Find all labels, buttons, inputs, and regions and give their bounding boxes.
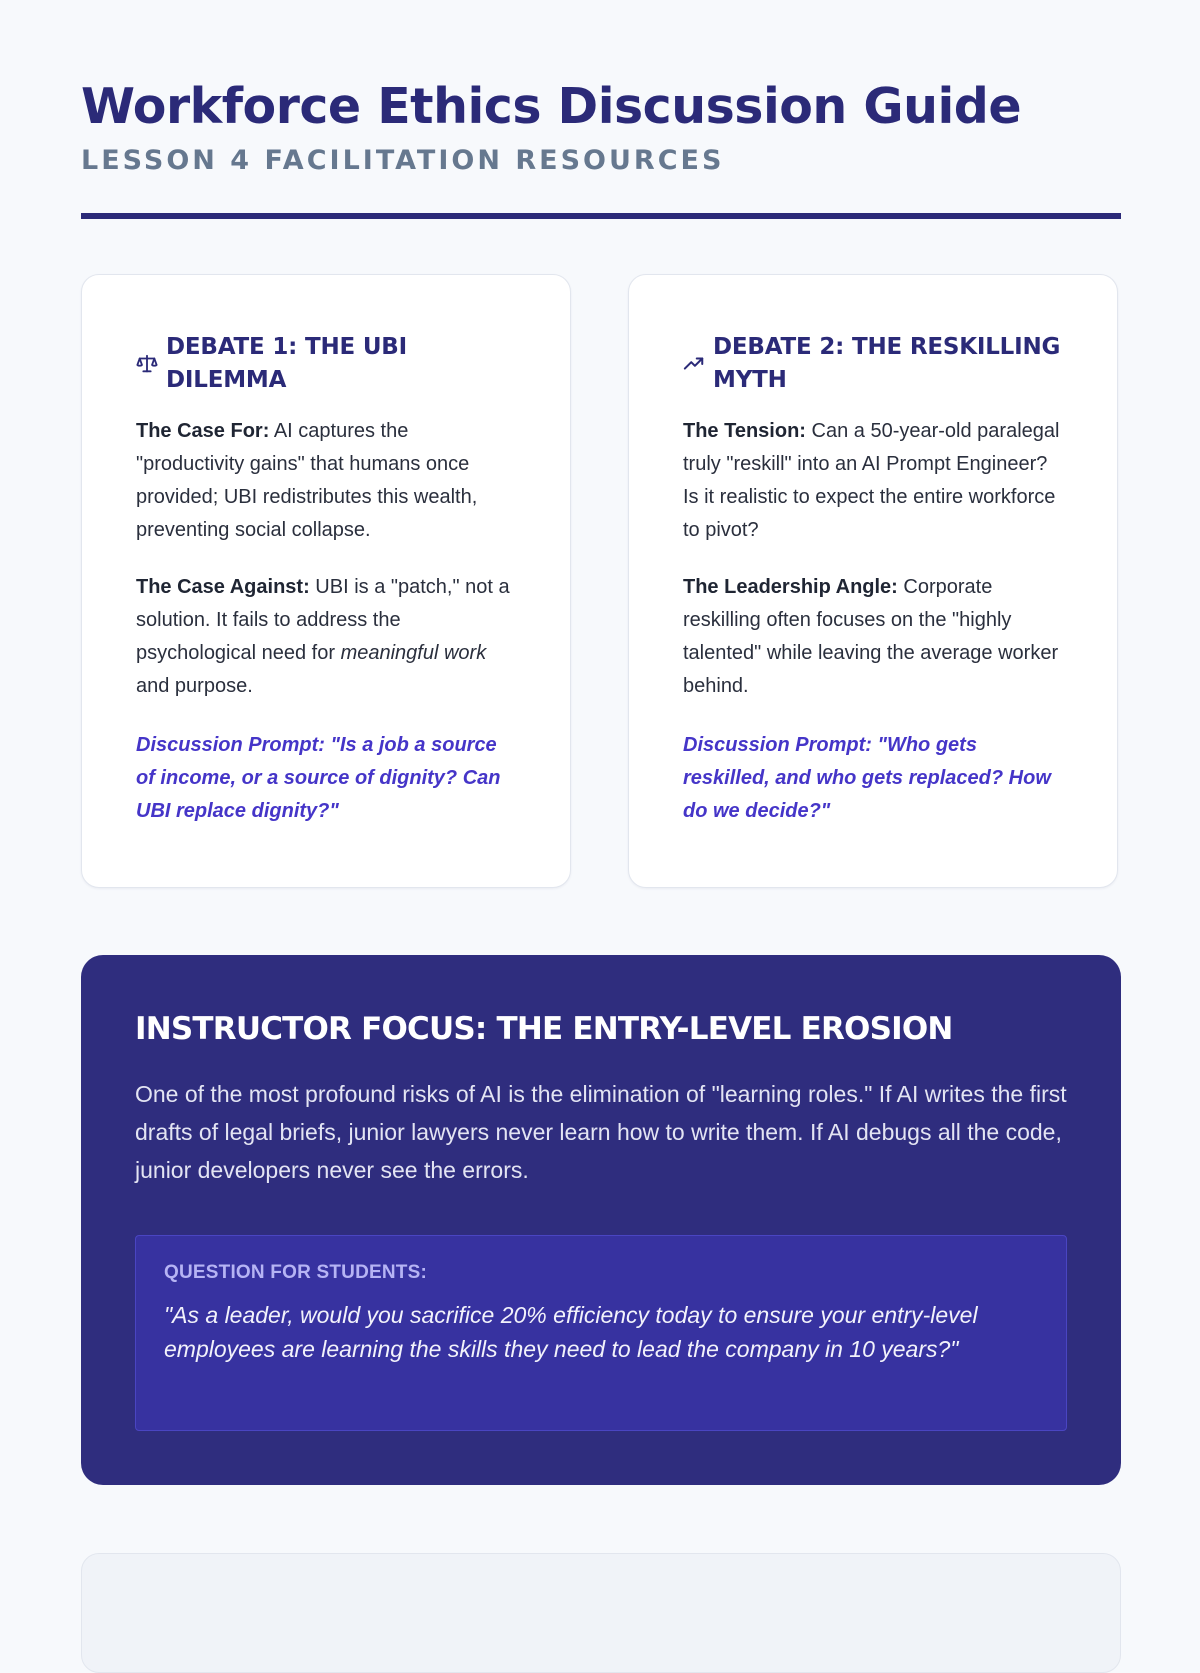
trend-up-icon [683, 353, 713, 375]
focus-body: One of the most profound risks of AI is the elimination of "learning roles." If AI writes the first drafts of legal briefs, junior lawyers never learn how to write them. If AI debugs all the code, junior developers never see the errors. [135, 1081, 1067, 1183]
discussion-prompt: Discussion Prompt: "Is a job a source of income, or a source of dignity? Can UBI replace dignity?" [136, 734, 501, 822]
leadership-label: The Leadership Angle: [683, 576, 898, 598]
debate-title: DEBATE 1: THE UBI DILEMMA [166, 334, 407, 393]
page-title: Workforce Ethics Discussion Guide [81, 78, 1022, 135]
case-against-emphasis: meaningful work [340, 642, 487, 664]
page-subtitle: LESSON 4 FACILITATION RESOURCES [81, 145, 725, 176]
case-for-text: AI captures the "productivity gains" that humans once provided; UBI redistributes this wealth, preventing social collapse. [136, 420, 478, 541]
case-for-label: The Case For: [136, 420, 270, 442]
debate-card-reskilling [628, 274, 1118, 888]
question-text: "As a leader, would you sacrifice 20% efficiency today to ensure your entry-level employees are learning the skills they need to lead the company in 10 years?" [164, 1302, 978, 1362]
tension-paragraph [683, 415, 1063, 547]
discussion-prompt: Discussion Prompt: "Who gets reskilled, and who gets replaced? How do we decide?" [683, 734, 1051, 822]
instructor-focus-panel [81, 955, 1121, 1485]
student-question-box [135, 1235, 1067, 1431]
case-against-text: UBI is a "patch," not a solution. It fails to address the psychological need for [136, 576, 510, 664]
focus-title: INSTRUCTOR FOCUS: THE ENTRY-LEVEL EROSION [135, 1011, 953, 1047]
next-section-card [81, 1553, 1121, 1673]
question-label: QUESTION FOR STUDENTS: [164, 1262, 428, 1283]
case-against-label: The Case Against: [136, 576, 310, 598]
scale-icon [136, 353, 166, 375]
header-divider [81, 213, 1121, 219]
debate-card-header [136, 331, 516, 397]
case-against-paragraph [136, 571, 516, 703]
tension-text: Can a 50-year-old paralegal truly "reskill" into an AI Prompt Engineer? Is it realistic to expect the entire workforce to pivot? [683, 420, 1060, 541]
debate-card-header [683, 331, 1063, 397]
tension-label: The Tension: [683, 420, 806, 442]
leadership-text: Corporate reskilling often focuses on the "highly talented" while leaving the average worker behind. [683, 576, 1059, 697]
case-for-paragraph [136, 415, 516, 547]
case-against-text-end: and purpose. [136, 675, 253, 697]
leadership-paragraph [683, 571, 1063, 703]
debate-card-ubi [81, 274, 571, 888]
debate-title: DEBATE 2: THE RESKILLING MYTH [713, 334, 1061, 393]
